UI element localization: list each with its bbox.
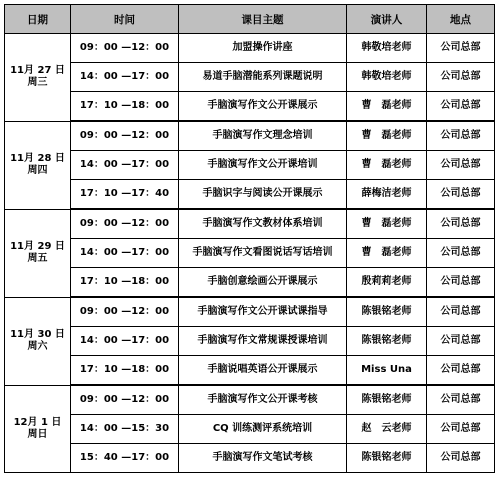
topic-cell: 手脑演写作文公开课培训 <box>179 151 347 180</box>
topic-cell: 手脑演写作文公开课展示 <box>179 92 347 122</box>
date-cell <box>5 34 71 122</box>
topic-cell: 手脑演写作文常规课授课培训 <box>179 327 347 356</box>
place-cell: 公司总部 <box>427 34 495 63</box>
table-row <box>5 180 495 210</box>
time-cell: 14：00 —17：00 <box>71 327 179 356</box>
speaker-cell: 曹 磊老师 <box>347 209 427 239</box>
topic-cell: 手脑演写作文公开课考核 <box>179 385 347 415</box>
table-row <box>5 121 495 151</box>
table-row <box>5 327 495 356</box>
date-cell <box>5 121 71 209</box>
speaker-cell: 陈银铭老师 <box>347 327 427 356</box>
table-row <box>5 268 495 298</box>
place-cell: 公司总部 <box>427 239 495 268</box>
speaker-cell: 曹 磊老师 <box>347 239 427 268</box>
speaker-cell: 赵 云老师 <box>347 415 427 444</box>
table-row <box>5 151 495 180</box>
time-cell: 17：10 —17：40 <box>71 180 179 210</box>
topic-cell: 手脑演写作文教材体系培训 <box>179 209 347 239</box>
time-cell: 17：10 —18：00 <box>71 92 179 122</box>
date-cell <box>5 297 71 385</box>
place-cell: 公司总部 <box>427 327 495 356</box>
header-speaker: 演讲人 <box>347 5 427 34</box>
date-cell <box>5 209 71 297</box>
place-cell: 公司总部 <box>427 151 495 180</box>
time-cell: 09：00 —12：00 <box>71 209 179 239</box>
time-cell: 09：00 —12：00 <box>71 34 179 63</box>
speaker-cell: 殷莉莉老师 <box>347 268 427 298</box>
place-cell: 公司总部 <box>427 121 495 151</box>
speaker-cell: 韩敬培老师 <box>347 34 427 63</box>
date-text: 11月 28 日 <box>10 153 65 164</box>
topic-cell: 手脑演写作文看图说话写话培训 <box>179 239 347 268</box>
time-cell: 09：00 —12：00 <box>71 297 179 327</box>
speaker-cell: 薛梅洁老师 <box>347 180 427 210</box>
speaker-cell: 曹 磊老师 <box>347 151 427 180</box>
weekday-text: 周六 <box>27 341 48 352</box>
time-cell: 17：10 —18：00 <box>71 268 179 298</box>
place-cell: 公司总部 <box>427 385 495 415</box>
weekday-text: 周日 <box>27 428 48 440</box>
weekday-text: 周三 <box>27 77 48 89</box>
place-cell: 公司总部 <box>427 180 495 210</box>
place-cell: 公司总部 <box>427 415 495 444</box>
place-cell: 公司总部 <box>427 268 495 298</box>
schedule-table <box>4 4 495 473</box>
table-row <box>5 356 495 386</box>
header-date: 日期 <box>5 5 71 34</box>
table-row <box>5 385 495 415</box>
weekday-text: 周四 <box>27 165 48 176</box>
speaker-cell: 曹 磊老师 <box>347 121 427 151</box>
time-cell: 14：00 —17：00 <box>71 239 179 268</box>
place-cell: 公司总部 <box>427 297 495 327</box>
date-text: 11月 30 日 <box>10 329 65 340</box>
topic-cell: 手脑演写作文公开课试课指导 <box>179 297 347 327</box>
topic-cell: 加盟操作讲座 <box>179 34 347 63</box>
date-text: 11月 27 日 <box>10 65 65 77</box>
table-row <box>5 444 495 473</box>
table-row <box>5 239 495 268</box>
time-cell: 14：00 —17：00 <box>71 151 179 180</box>
speaker-cell: 陈银铭老师 <box>347 444 427 473</box>
place-cell: 公司总部 <box>427 444 495 473</box>
table-row <box>5 63 495 92</box>
header-row <box>5 5 495 34</box>
header-topic: 课目主题 <box>179 5 347 34</box>
speaker-cell: 陈银铭老师 <box>347 297 427 327</box>
header-time: 时间 <box>71 5 179 34</box>
topic-cell: 手脑识字与阅读公开课展示 <box>179 180 347 210</box>
speaker-cell: 韩敬培老师 <box>347 63 427 92</box>
weekday-text: 周五 <box>27 253 48 264</box>
header-place: 地点 <box>427 5 495 34</box>
time-cell: 14：00 —15：30 <box>71 415 179 444</box>
table-row <box>5 34 495 63</box>
time-cell: 15：40 —17：00 <box>71 444 179 473</box>
topic-cell: 手脑演写作文理念培训 <box>179 121 347 151</box>
time-cell: 14：00 —17：00 <box>71 63 179 92</box>
topic-cell: 手脑说唱英语公开课展示 <box>179 356 347 386</box>
table-row <box>5 415 495 444</box>
place-cell: 公司总部 <box>427 209 495 239</box>
topic-cell: CQ 训练测评系统培训 <box>179 415 347 444</box>
topic-cell: 手脑创意绘画公开课展示 <box>179 268 347 298</box>
topic-cell: 易道手脑潜能系列课题说明 <box>179 63 347 92</box>
time-cell: 09：00 —12：00 <box>71 385 179 415</box>
place-cell: 公司总部 <box>427 92 495 122</box>
table-row <box>5 297 495 327</box>
speaker-cell: 陈银铭老师 <box>347 385 427 415</box>
date-text: 11月 29 日 <box>10 241 65 252</box>
topic-cell: 手脑演写作文笔试考核 <box>179 444 347 473</box>
place-cell: 公司总部 <box>427 63 495 92</box>
table-row <box>5 209 495 239</box>
time-cell: 09：00 —12：00 <box>71 121 179 151</box>
time-cell: 17：10 —18：00 <box>71 356 179 386</box>
speaker-cell: 曹 磊老师 <box>347 92 427 122</box>
place-cell: 公司总部 <box>427 356 495 386</box>
date-cell <box>5 385 71 473</box>
speaker-cell: Miss Una <box>347 356 427 386</box>
date-text: 12月 1 日 <box>13 416 62 428</box>
table-row <box>5 92 495 122</box>
